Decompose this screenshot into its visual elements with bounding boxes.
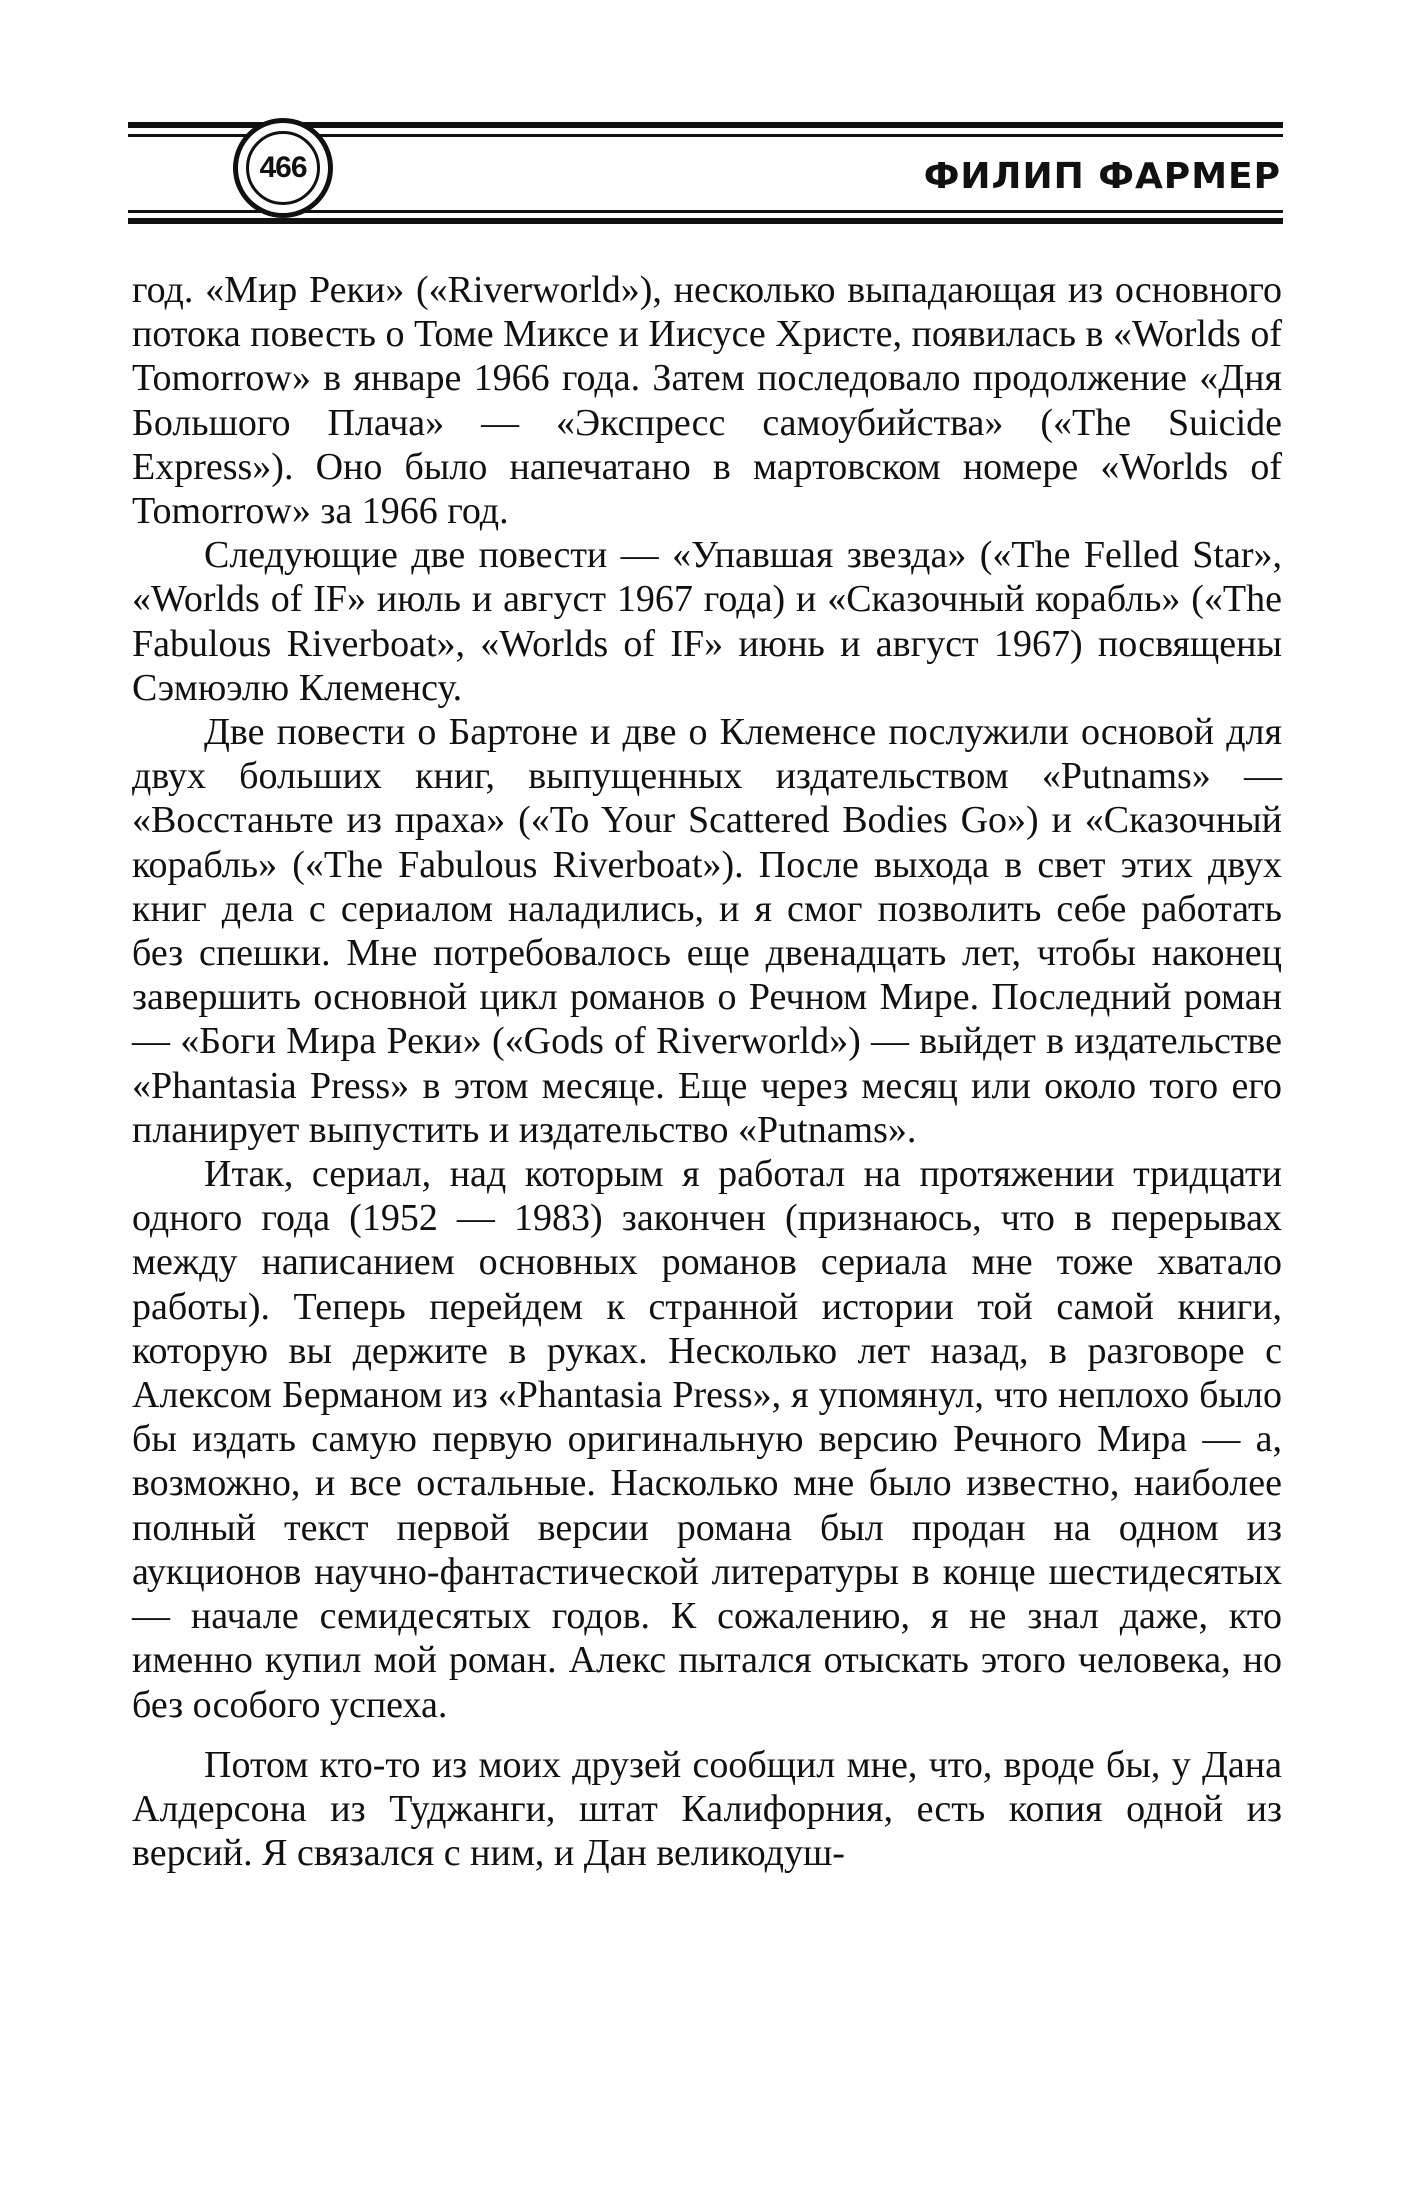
page-header xyxy=(128,118,1283,268)
page-number-inner-ring xyxy=(246,131,320,205)
header-rule-bottom-thick xyxy=(128,218,1283,224)
running-head-author: ФИЛИП ФАРМЕР xyxy=(923,156,1281,197)
paragraph: Итак, сериал, над которым я работал на протяжении тридцати одного года (1952 — 1983) закончен (признаюсь, что в перерывах между написанием основных романов сериала мне тоже хватало работы). Теперь перейдем к странной истории той самой книги, которую вы держите в руках. Несколько лет назад, в разговоре с Алексом Берманом из «Phantasia Press», я упомянул, что неплохо было бы издать самую первую оригинальную версию Речного Мира — а, возможно, и все остальные. Насколько мне было известно, наиболее полный текст первой версии романа был продан на одном из аукционов научно-фантастической литературы в конце шестидесятых — начале семидесятых годов. К сожалению, я не знал даже, кто именно купил мой роман. Алекс пытался отыскать этого человека, но без особого успеха. xyxy=(132,1153,1282,1726)
paragraph: Две повести о Бартоне и две о Клеменсе послужили основой для двух больших книг, выпущенных издательством «Putnams» — «Восстаньте из праха» («To Your Scattered Bodies Go») и «Сказочный корабль» («The Fabulous Riverboat»). После выхода в свет этих двух книг дела с сериалом наладились, и я смог позволить себе работать без спешки. Мне потребовалось еще двенадцать лет, чтобы наконец завершить основной цикл романов о Речном Мире. Последний роман — «Боги Мира Реки» («Gods of Riverworld») — выйдет в издательстве «Phantasia Press» в этом месяце. Еще через месяц или около того его планирует выпустить и издательство «Putnams». xyxy=(132,711,1282,1151)
paragraph: Следующие две повести — «Упавшая звезда» («The Felled Star», «Worlds of IF» июль и август 1967 года) и «Сказочный корабль» («The Fabulous Riverboat», «Worlds of IF» июнь и август 1967) посвящены Сэмюэлю Клеменсу. xyxy=(132,534,1282,709)
paragraph: Потом кто-то из моих друзей сообщил мне, что, вроде бы, у Дана Алдерсона из Туджанги, штат Калифорния, есть копия одной из версий. Я связался с ним, и Дан великодуш- xyxy=(132,1743,1282,1875)
body-text xyxy=(132,268,1282,1875)
page-number-badge xyxy=(233,118,333,218)
page-number: 466 xyxy=(259,151,307,184)
paragraph-continuation: год. «Мир Реки» («Riverworld»), несколько выпадающая из основного потока повесть о Томе Миксе и Иисусе Христе, появилась в «Worlds of Tomorrow» в январе 1966 года. Затем последовало продолжение «Дня Большого Плача» — «Экспресс самоубийства» («The Suicide Express»). Оно было напечатано в мартовском номере «Worlds of Tomorrow» за 1966 год. xyxy=(132,269,1282,533)
